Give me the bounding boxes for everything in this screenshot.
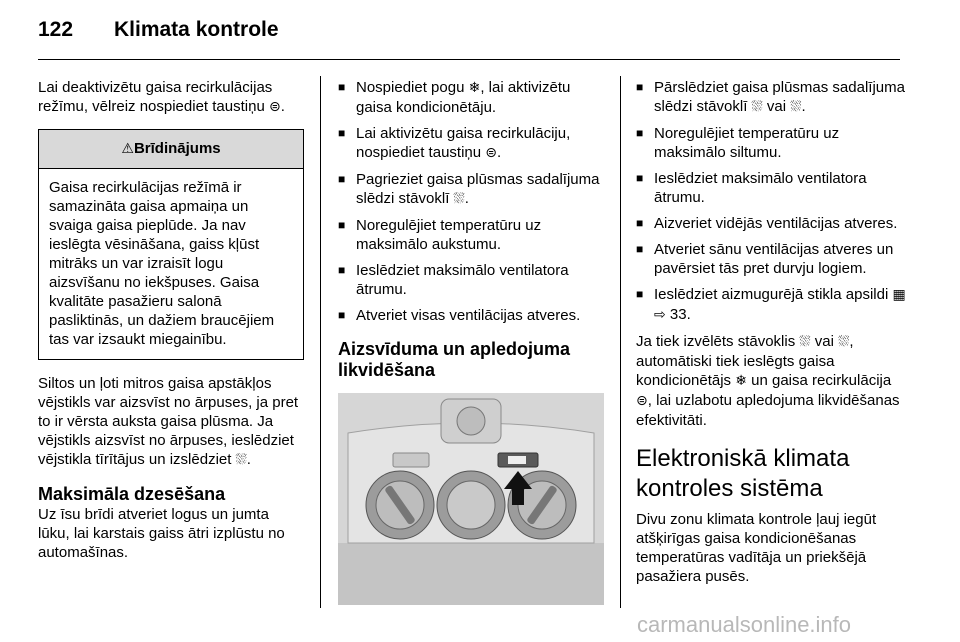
recirculation-car-icon: ⊜ [636,393,648,409]
list-item: ■ Pārslēdziet gaisa plūsmas sadalījuma slēdzi stāvoklī ⛆ vai ⛆. [636,78,906,117]
section-heading-electronic-climate: Elektroniskā klimata kontroles sistēma [636,445,850,502]
list-item: ■ Ieslēdziet aizmugurējā stikla apsildi ▦ ⇨ 33. [636,285,906,325]
electronic-climate-text: Divu zonu klimata kontrole ļauj iegūt atšķirīgas gaisa kondicionēšanas temperatūras vadītāja un priekšējā pasažiera pusēs. [636,511,877,585]
column-divider [620,76,621,608]
intro-paragraph: Lai deaktivizētu gaisa recirkulācijas režīmu, vēlreiz nospiediet taustiņu ⊜. [38,79,285,115]
list-item: ■ Lai aktivizētu gaisa recirkulāciju, nospiediet taustiņu ⊜. [338,124,604,163]
page-header [38,18,279,42]
cooling-steps-list [338,78,604,325]
list-item: ■ Nospiediet pogu ❄, lai aktivizētu gaisa kondicionētāju. [338,78,604,117]
column-middle [338,78,604,605]
rear-window-heating-icon: ▦ [892,287,906,303]
recirculation-car-icon: ⊜ [485,145,497,161]
warning-header [39,130,303,169]
list-item: ■ Atveriet sānu ventilācijas atveres un pavērsiet tās pret durvju logiem. [636,240,906,278]
warning-text: Gaisa recirkulācijas režīmā ir samazināta gaisa apmaiņa un svaiga gaisa pieplūde. Ja nav ieslēgta vēsināšana, gaiss kļūst mitrāks un var izraisīt logu aizsvīšanu no iekšpuses. Gaisa kvalitāte pasažieru salonā pasliktinās, un dažiem braucējiem tas var izsaukt miegainību. [49,179,275,348]
windshield-floor-airflow-icon: ⛆ [838,334,850,350]
windshield-airflow-icon: ⛆ [799,334,811,350]
list-item: ■ Ieslēdziet maksimālo ventilatora ātrumu. [338,261,604,299]
list-item: ■ Pagrieziet gaisa plūsmas sadalījuma slēdzi stāvoklī ⛆. [338,170,604,209]
warning-triangle-icon: ⚠ [121,141,134,157]
section-heading-defrost: Aizsvīduma un apledojuma likvidēšana [338,339,571,380]
section-heading-max-cooling: Maksimāla dzesēšana [38,484,226,504]
column-left [38,78,304,574]
ac-snowflake-icon: ❄ [735,373,747,389]
windshield-airflow-icon: ⛆ [235,452,247,468]
header-rule [38,59,900,60]
list-item: ■ Ieslēdziet maksimālo ventilatora ātrumu. [636,169,906,207]
watermark-text: carmanualsonline.info [637,612,852,637]
list-item: ■ Noregulējiet temperatūru uz maksimālo aukstumu. [338,216,604,254]
ac-snowflake-icon: ❄ [468,80,481,96]
windshield-floor-airflow-icon: ⛆ [790,99,802,115]
column-right [636,78,906,598]
warning-box [38,129,304,360]
windshield-airflow-icon: ⛆ [453,191,465,207]
fog-paragraph: Siltos un ļoti mitros gaisa apstākļos vējstikls var aizsvīst no ārpuses, ja pret to ir vērsta auksta gaisa plūsma. Ja vējstikls aizsvīst no ārpuses, ieslēdziet vējstikla tīrītājus un izslēdziet ⛆. [38,375,299,468]
list-item: ■ Atveriet visas ventilācijas atveres. [338,306,604,325]
auto-ac-paragraph: Ja tiek izvēlēts stāvoklis ⛆ vai ⛆, automātiski tiek ieslēgts gaisa kondicionētājs ❄ un gaisa recirkulācija ⊜, lai uzlabotu apledojuma likvidēšanas efektivitāti. [636,333,900,429]
page-number: 122 [38,18,74,41]
list-item: ■ Aizveriet vidējās ventilācijas atveres. [636,214,906,233]
warning-title: Brīdinājums [133,140,221,157]
max-cooling-text: Uz īsu brīdi atveriet logus un jumta lūku, lai karstais gaiss ātri izplūstu no automašīnas. [38,506,285,561]
climate-control-panel-illustration [338,393,604,605]
list-item: ■ Noregulējiet temperatūru uz maksimālo siltumu. [636,124,906,162]
page-title: Klimata kontrole [114,18,279,41]
column-divider [320,76,321,608]
defrost-steps-list [636,78,906,325]
recirculation-car-icon: ⊜ [268,99,281,115]
page-reference-arrow-icon: ⇨ [654,307,666,323]
windshield-airflow-icon: ⛆ [751,99,763,115]
